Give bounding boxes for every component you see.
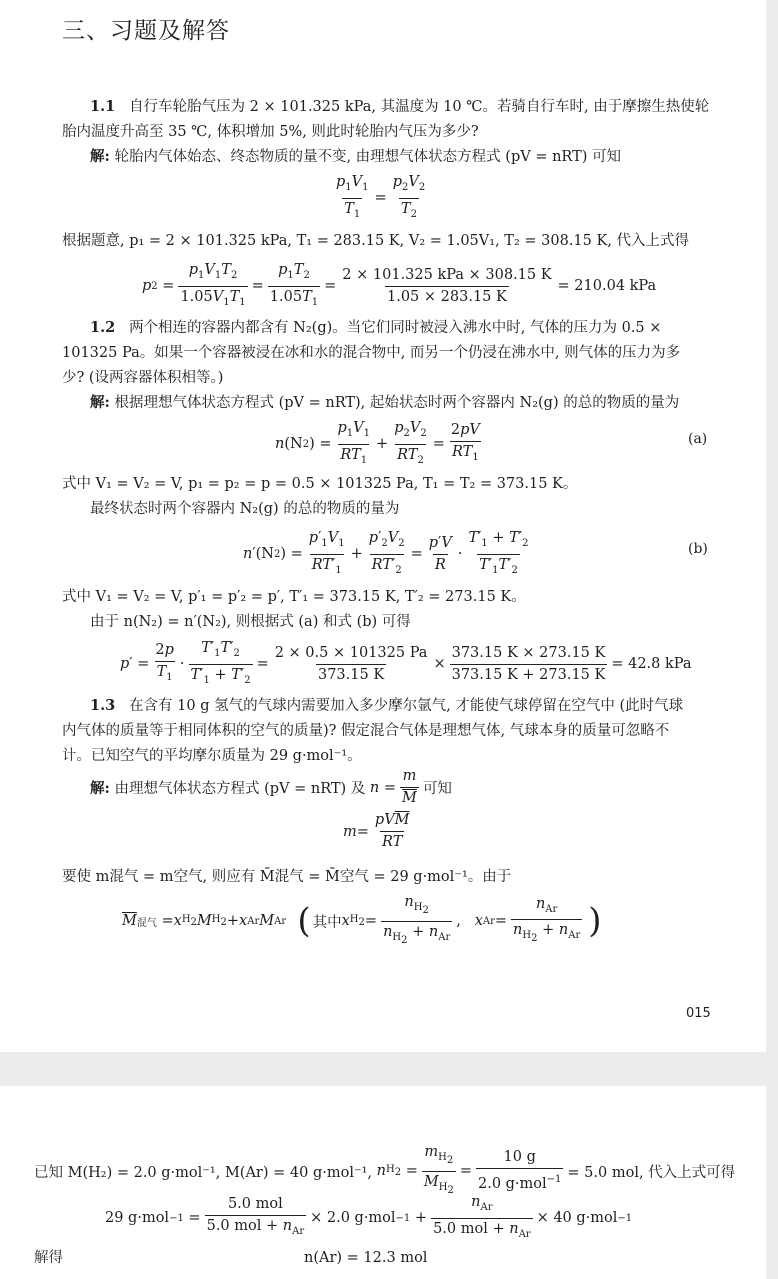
problem-1-1-given: 根据题意, p₁ = 2 × 101.325 kPa, T₁ = 283.15 K, V₂ = 1.05V₁, T₂ = 308.15 K, 代入上式得 xyxy=(62,233,690,249)
equation-balance: 29 g·mol −1 = 5.0 mol 5.0 mol + $n_{Ar}$ × 2.0 g·mol −1 + $n_{Ar}$ 5.0 mol + $n_{Ar}$ × 40 g·mol −1 xyxy=(105,1194,632,1243)
page-016 xyxy=(0,1086,766,1279)
solve-label: 解得 xyxy=(34,1250,63,1266)
equation-label-a: (a) xyxy=(688,431,708,447)
problem-1-2-solution: 解: 根据理想气体状态方程式 (pV = nRT), 起始状态时两个容器内 N₂(g) 的总的物质的量为 xyxy=(90,394,680,411)
equation-a: n (N 2 ) = $p_1V_1$ $RT_1$ + $p_2V_2$ $RT_2$ = 2pV $RT_1$ xyxy=(275,420,486,469)
problem-1-2-line3: 少? (设两容器体积相等。) xyxy=(62,370,224,386)
problem-1-2-where1: 式中 V₁ = V₂ = V, p₁ = p₂ = p = 0.5 × 101325 Pa, T₁ = T₂ = 373.15 K。 xyxy=(62,476,578,492)
problem-1-2-line1: 1.2 两个相连的容器内都含有 N₂(g)。当它们同时被浸入沸水中时, 气体的压力为 0.5 × xyxy=(90,319,662,336)
final-answer: n(Ar) = 12.3 mol xyxy=(304,1250,428,1266)
page-number: 015 xyxy=(686,1006,711,1021)
problem-1-3-line3: 计。已知空气的平均摩尔质量为 29 g·mol⁻¹。 xyxy=(62,748,362,764)
problem-1-2-since: 由于 n(N₂) = n′(N₂), 则根据式 (a) 和式 (b) 可得 xyxy=(90,614,411,630)
problem-1-3-line1: 1.3 在含有 10 g 氢气的气球内需要加入多少摩尔氩气, 才能使气球停留在空气中 (此时气球 xyxy=(90,697,684,714)
equation-boyle-charles: $p_1V_1$ $T_1$ = $p_2V_2$ $T_2$ xyxy=(330,174,431,223)
equation-b: n ′(N 2 ) = $p'_1V_1$ $RT'_1$ + $p'_2V_2$ $RT'_2$ = p′V R · $T'_1 + T'_2$ $T'_1T'_2$ xyxy=(243,530,535,579)
problem-1-2-final: 最终状态时两个容器内 N₂(g) 的总的物质的量为 xyxy=(90,501,400,517)
problem-1-2-where2: 式中 V₁ = V₂ = V, p′₁ = p′₂ = p′, T′₁ = 373.15 K, T′₂ = 273.15 K。 xyxy=(62,589,526,605)
problem-1-2-line2: 101325 Pa。如果一个容器被浸在冰和水的混合物中, 而另一个仍浸在沸水中, 则气体的压力为多 xyxy=(62,345,681,361)
equation-m: m = $pV\overline{M}$ RT xyxy=(343,812,410,850)
equation-p2: p 2 = $p_1V_1T_2$ $1.05V_1T_1$ = $p_1T_2$ $1.05T_1$ = 2 × 101.325 kPa × 308.15 K 1.05 × 283.15 K = 210.04 kPa xyxy=(142,262,656,311)
problem-1-3-known: 已知 M(H₂) = 2.0 g·mol⁻¹, M(Ar) = 40 g·mol⁻¹, n $H_2$ = $m_{H_2}$ $M_{H_2}$ = 10 g 2.0 g·mol$^{-1}$ = 5.0 mol, 代入上式可得 xyxy=(34,1144,735,1199)
problem-1-1-line1: 1.1 自行车轮胎气压为 2 × 101.325 kPa, 其温度为 10 ℃。若骑自行车时, 由于摩擦生热使轮 xyxy=(90,98,710,115)
section-title: 三、习题及解答 xyxy=(62,18,230,44)
equation-label-b: (b) xyxy=(688,541,708,557)
problem-1-3-condition: 要使 m混气 = m空气, 则应有 M̄混气 = M̄空气 = 29 g·mol⁻¹。由于 xyxy=(62,869,512,885)
problem-1-3-line2: 内气体的质量等于相同体积的空气的质量)? 假定混合气体是理想气体, 气球本身的质量可忽略不 xyxy=(62,723,670,739)
equation-p-prime: p ′ = 2p $T_1$ · $T'_1T'_2$ $T'_1 + T'_2$ = 2 × 0.5 × 101325 Pa 373.15 K × $\frac{373.15 K \times 273.15 K}{373.15 K + 273.15 K}$ = 42.8 kPa xyxy=(120,640,692,689)
problem-1-3-solution: 解: 由理想气体状态方程式 (pV = nRT) 及 n = m $\overline{M}$ 可知 xyxy=(90,768,452,806)
problem-1-1-solution: 解: 轮胎内气体始态、终态物质的量不变, 由理想气体状态方程式 (pV = nRT) 可知 xyxy=(90,148,622,165)
problem-1-1-line2: 胎内温度升高至 35 ℃, 体积增加 5%, 则此时轮胎内气压为多少? xyxy=(62,124,479,140)
equation-mean-molar-mass: $\overline{M}$ 混气 = x $H_2$ M $H_2$ + x Ar M Ar ( 其中 x $H_2$ = $n_{H_2}$ $n_{H_2} + n_{Ar}$ , x Ar = $n_{Ar}$ $n_{H_2} + n_{Ar}$ ) xyxy=(122,894,604,949)
